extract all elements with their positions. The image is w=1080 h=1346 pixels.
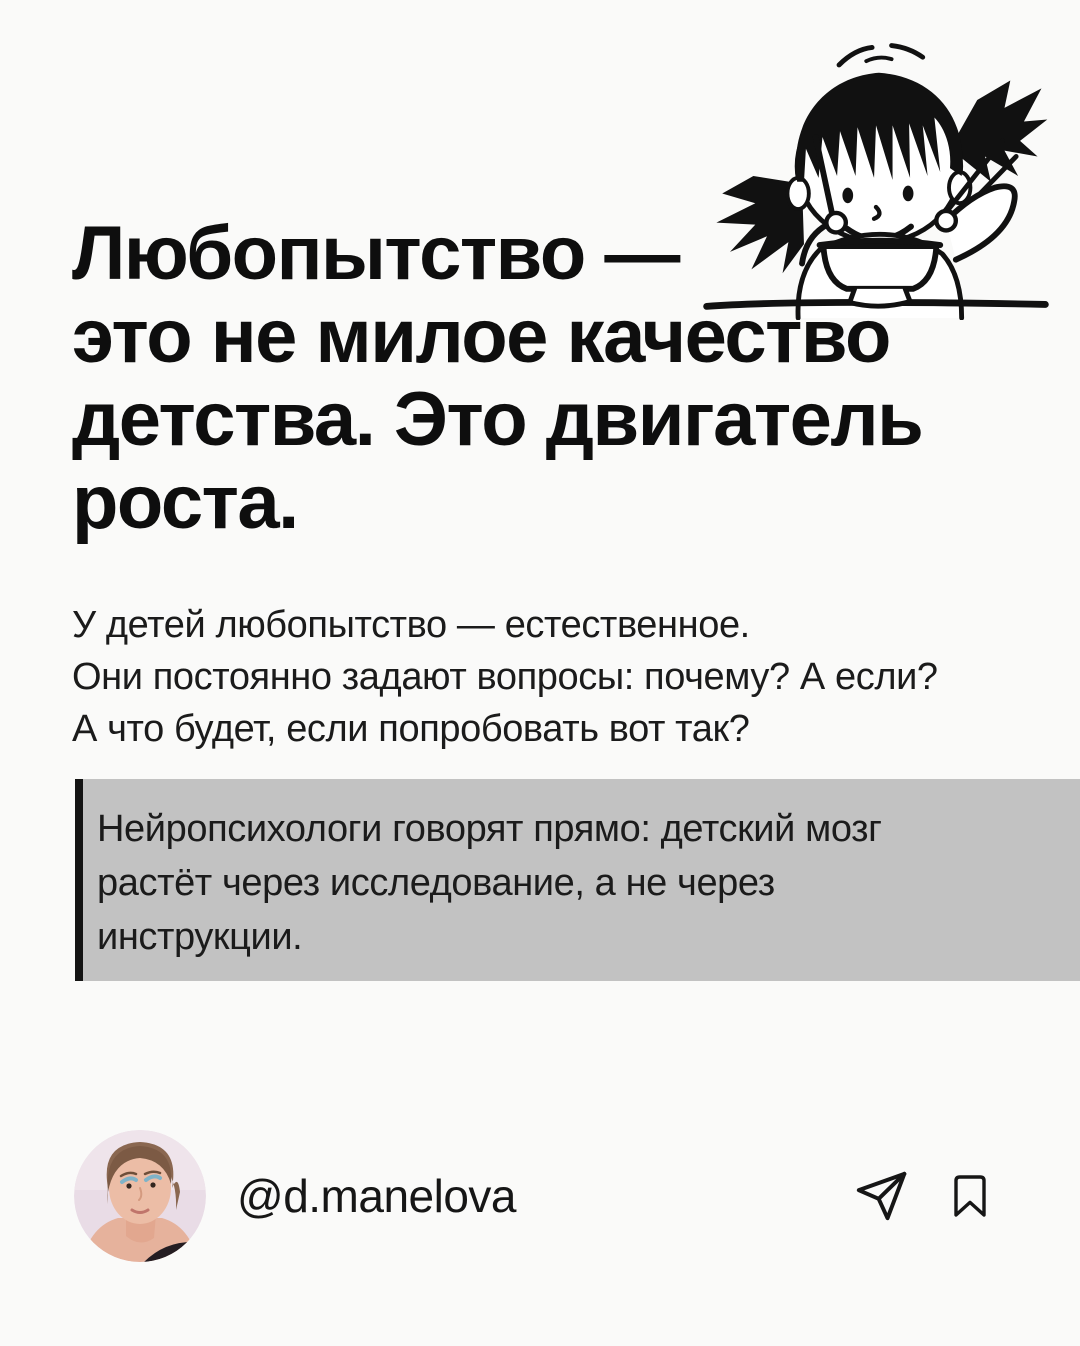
headline-line: роста. [72,460,298,545]
headline-line: Любопытство — [72,211,679,296]
headline-line: это не милое качество [72,294,890,379]
avatar[interactable] [74,1130,206,1262]
headline-line: детства. Это двигатель [72,377,923,462]
bookmark-button[interactable] [946,1168,994,1224]
quote-line: инструкции. [97,916,303,958]
headline [72,212,1032,544]
footer [0,1130,1080,1262]
intro-line: У детей любопытство — естественное. [72,604,750,646]
intro-text [72,599,1032,755]
avatar-portrait [74,1130,206,1262]
intro-line: А что будет, если попробовать вот так? [72,708,750,750]
send-icon [851,1168,911,1224]
bookmark-icon [946,1168,994,1224]
account-handle[interactable]: @d.manelova [237,1170,517,1222]
quote-line: растёт через исследование, а не через [97,862,775,904]
intro-line: Они постоянно задают вопросы: почему? А если? [72,656,938,698]
send-button[interactable] [851,1168,911,1224]
quote-block [75,779,1080,981]
quote-line: Нейропсихологи говорят прямо: детский мозг [97,808,882,850]
